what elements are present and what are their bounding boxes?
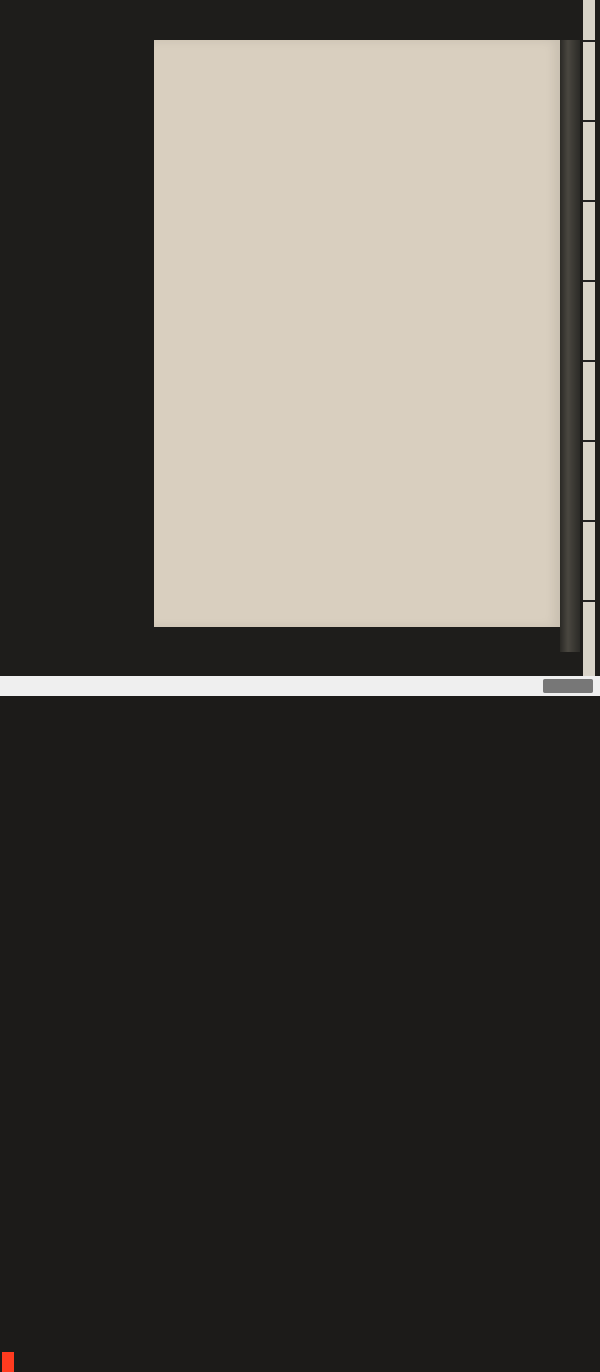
book-page <box>154 40 560 627</box>
ruler-tick <box>583 40 595 42</box>
ruler-tick <box>583 200 595 202</box>
ruler-tick <box>583 440 595 442</box>
ruler-tick <box>583 520 595 522</box>
ruler-tick <box>583 360 595 362</box>
color-ruler <box>583 0 595 676</box>
ruler-tick <box>583 280 595 282</box>
dropcap-initial <box>101 78 135 112</box>
license-badge <box>543 679 593 693</box>
section-heading <box>101 57 402 78</box>
footer-marker <box>2 1352 14 1372</box>
page-edge <box>560 40 580 652</box>
footer-bar <box>0 676 600 696</box>
ruler-tick <box>583 600 595 602</box>
ruler-tick <box>583 120 595 122</box>
page-text <box>101 57 402 78</box>
